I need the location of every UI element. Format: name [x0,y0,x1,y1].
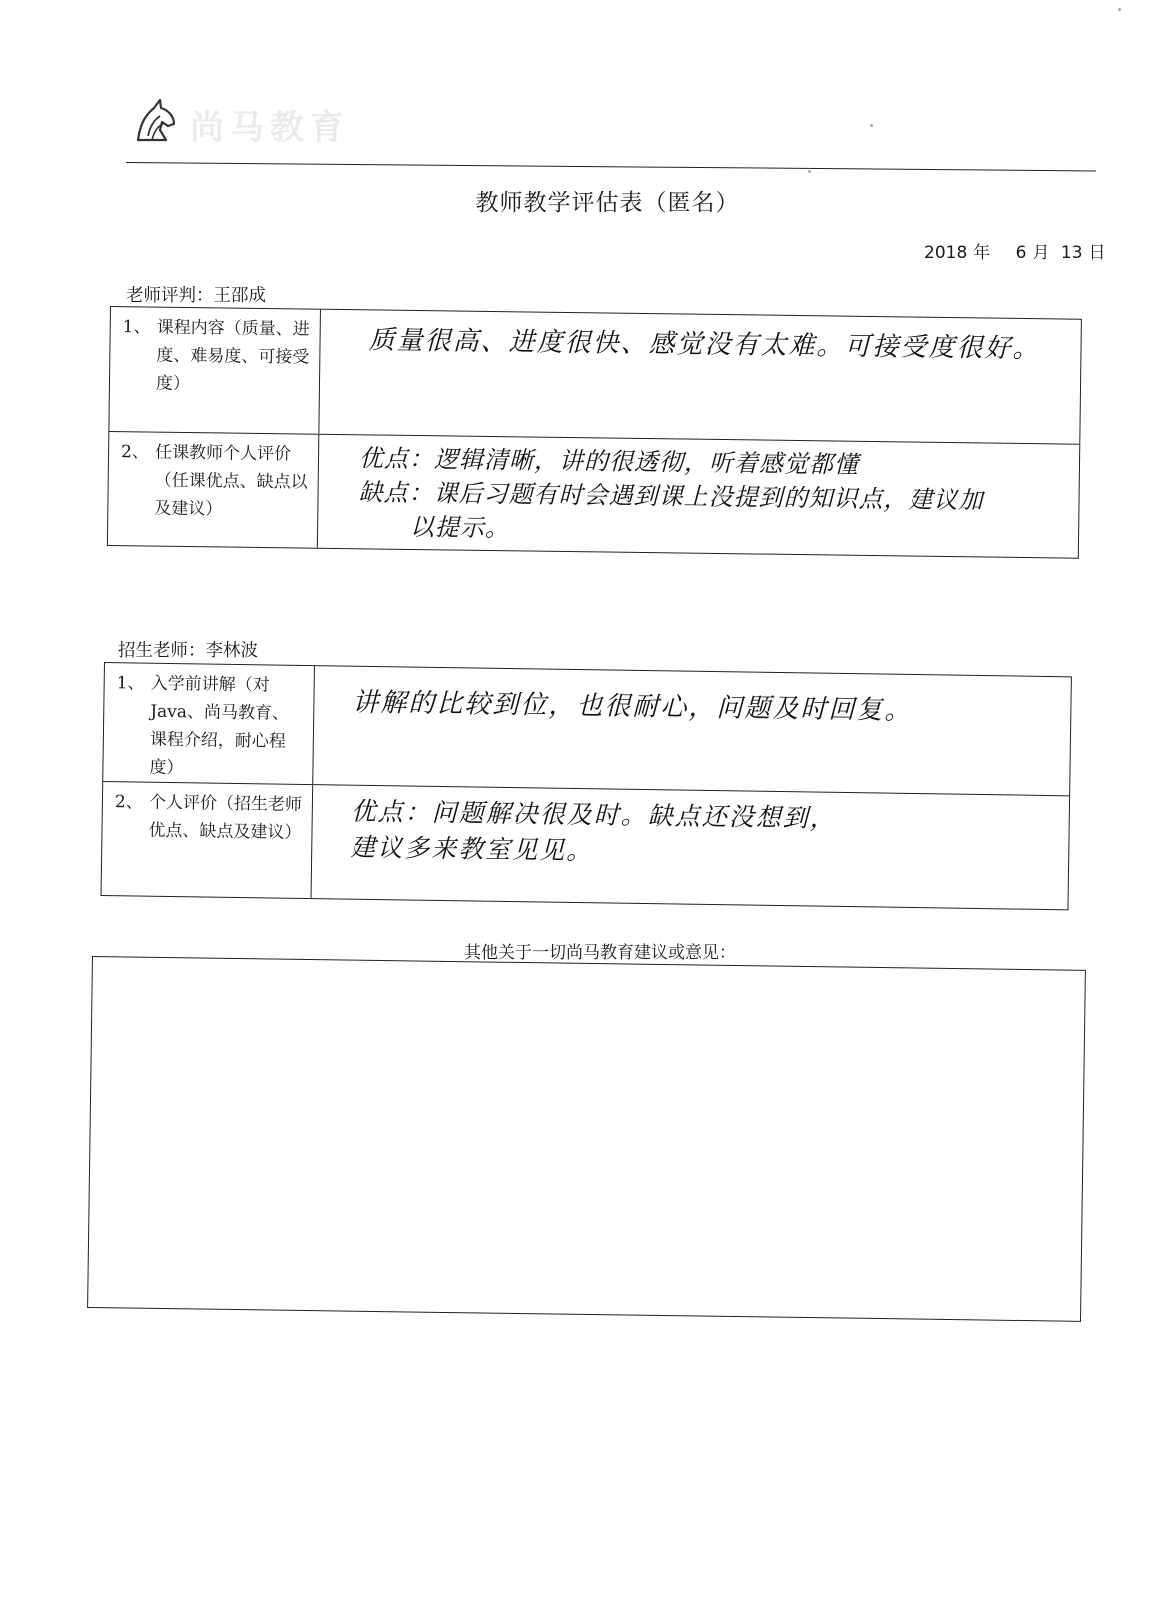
enroll-row-2-answer[interactable]: 优点：问题解决很及时。缺点还没想到， 建议多来教室见见。 [350,796,837,866]
enroll-row-1-label [103,663,315,784]
enroll-row-1-num: 1、 [116,673,145,694]
date-year-unit: 年 [973,243,991,263]
horse-head-icon [130,96,180,148]
header-divider [126,162,1096,171]
teacher-row-1-label [109,307,321,434]
teacher-row-2-num: 2、 [120,442,150,463]
teacher-section-label: 老师评判：王邵成 [126,286,266,306]
other-suggestions-answer [113,977,1053,990]
teacher-row-1-question: 课程内容（质量、进度、难易度、可接受度） [155,317,310,395]
enroll-row-1-question: 入学前讲解（对Java、尚马教育、课程介绍，耐心程度） [149,673,290,779]
date-day: 13 [1060,243,1083,263]
other-suggestions-box[interactable] [87,956,1086,1322]
teacher-row-course-content [108,306,1082,445]
form-date [924,238,1112,263]
teacher-row-1-num: 1、 [122,317,151,338]
scan-speck [870,124,873,127]
date-year: 2018 [924,243,968,263]
teacher-row-2-question: 任课教师个人评价（任课优点、缺点以及建议） [154,442,308,520]
other-suggestions-title: 其他关于一切尚马教育建议或意见： [464,943,736,963]
brand-logo [130,96,430,156]
enroll-row-2-question: 个人评价（招生老师优点、缺点及建议） [148,792,303,843]
teacher-row-1-answer[interactable]: 质量很高、进度很快、感觉没有太难。可接受度很好。 [368,325,1041,365]
date-month-unit: 月 [1032,243,1050,263]
date-day-unit: 日 [1088,243,1106,263]
enroll-section-label: 招生老师：李林波 [118,641,258,661]
enroll-row-2-label [102,782,314,898]
enroll-row-2-num: 2、 [114,792,143,813]
teacher-row-personal-review [107,432,1080,559]
teacher-row-2-label [108,432,319,548]
page-title: 教师教学评估表（匿名） [475,190,740,216]
enroll-row-personal-review [101,782,1071,910]
enroll-row-1-answer[interactable]: 讲解的比较到位，也很耐心，问题及时回复。 [352,687,913,726]
logo-text: 尚马教育 [190,108,350,148]
teacher-row-2-answer[interactable]: 优点：逻辑清晰，讲的很透彻，听着感觉都懂 缺点：课后习题有时会遇到课上没提到的知识点，建议加 以提示。 [357,444,984,543]
scan-speck [808,170,811,173]
enroll-row-pre-enrollment [102,662,1072,796]
date-month: 6 [1015,243,1027,263]
scan-speck [1118,8,1121,11]
